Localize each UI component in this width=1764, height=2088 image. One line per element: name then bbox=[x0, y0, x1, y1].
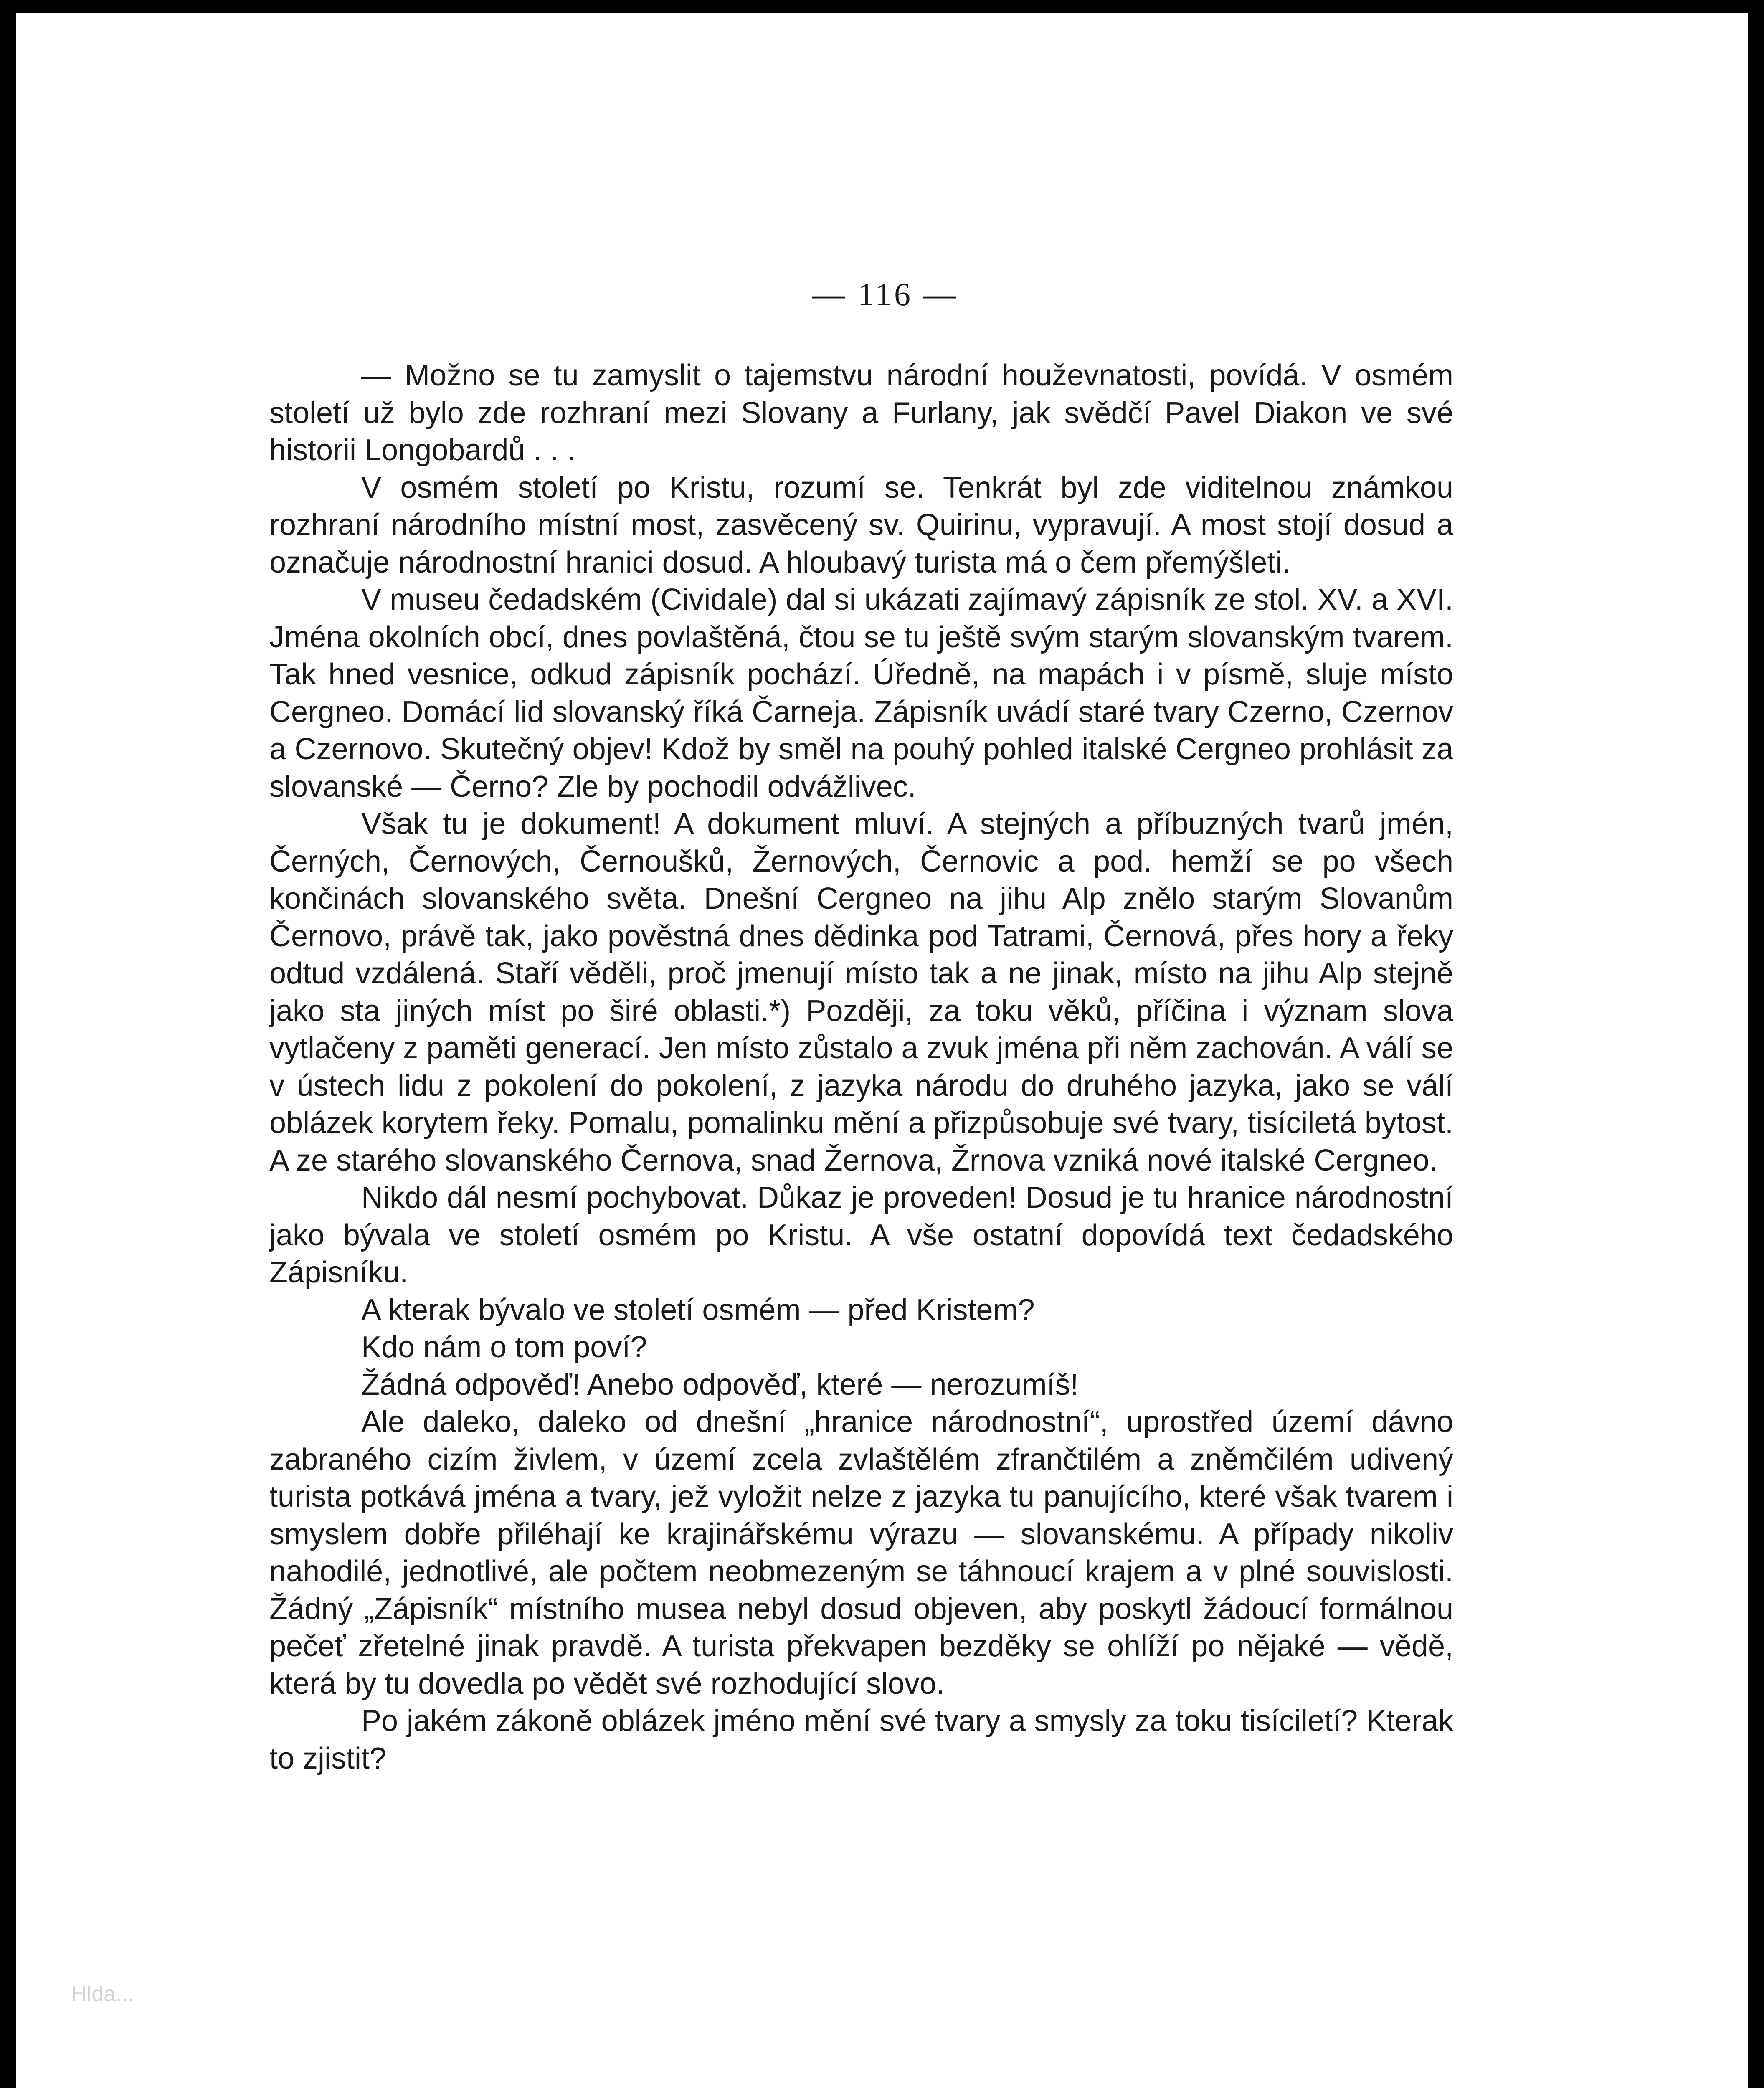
paragraph: Kdo nám o tom poví? bbox=[361, 1330, 647, 1364]
paragraph: Žádná odpověď! Anebo odpověď, které — nerozumíš! bbox=[361, 1368, 1079, 1401]
paragraph: V osmém století po Kristu, rozumí se. Tenkrát byl zde viditelnou známkou rozhraní národního místní most, zasvěcený sv. Quirinu, vypravují. A most stojí dosud a označuje národnostní hranici dosud. A hloubavý turista má o čem přemýšleti. bbox=[269, 471, 1453, 579]
paragraph: — Možno se tu zamyslit o tajemstvu národní houževnatosti, povídá. V osmém století už bylo zde rozhraní mezi Slovany a Furlany, jak svědčí Pavel Diakon ve své historii Longobardů . . . bbox=[269, 359, 1453, 467]
paragraph: Ale daleko, daleko od dnešní „hranice národnostní“, uprostřed území dávno zabraného cizím živlem, v území zcela zvlaštělém zfrančtilém a zněmčilém udivený turista potkává jména a tvary, jež vyložit nelze z jazyka tu panujícího, které však tvarem i smyslem dobře přiléhají ke krajinářskému výrazu — slovanskému. A případy nikoliv nahodilé, jednotlivé, ale počtem neobmezeným se táhnoucí krajem a v plné souvislosti. Žádný „Zápisník“ místního musea nebyl dosud objeven, aby poskytl žádoucí formálnou pečeť zřetelné jinak pravdě. A turista překvapen bezděky se ohlíží po nějaké — vědě, která by tu dovedla po vědět své rozhodující slovo. bbox=[269, 1405, 1453, 1700]
body-text bbox=[269, 357, 1453, 1777]
paragraph: A kterak bývalo ve století osmém — před Kristem? bbox=[361, 1293, 1035, 1327]
paragraph: V museu čedadském (Cividale) dal si ukázati zajímavý zápisník ze stol. XV. a XVI. Jména okolních obcí, dnes povlaštěná, čtou se tu ještě svým starým slovanským tvarem. Tak hned vesnice, odkud zápisník pochází. Úředně, na mapách i v písmě, sluje místo Cergneo. Domácí lid slovanský říká Čarneja. Zápisník uvádí staré tvary Czerno, Czernov a Czernovo. Skutečný objev! Kdož by směl na pouhý pohled italské Cergneo prohlásit za slovanské — Černo? Zle by pochodil odvážlivec. bbox=[269, 583, 1453, 803]
paragraph: Nikdo dál nesmí pochybovat. Důkaz je proveden! Dosud je tu hranice národnostní jako bývala ve století osmém po Kristu. A vše ostatní dopovídá text čedadského Zápisníku. bbox=[269, 1181, 1453, 1289]
page-number: — 116 — bbox=[812, 276, 959, 312]
faint-margin-mark: Hlda... bbox=[71, 1982, 134, 2006]
paragraph: Po jakém zákoně oblázek jméno mění své tvary a smysly za toku tisíciletí? Kterak to zjistit? bbox=[269, 1704, 1453, 1775]
paragraph: Však tu je dokument! A dokument mluví. A stejných a příbuzných tvarů jmén, Černých, Černových, Černoušků, Žernových, Černovic a pod. hemží se po všech končinách slovanského světa. Dnešní Cergneo na jihu Alp znělo starým Slovanům Černovo, právě tak, jako pověstná dnes dědinka pod Tatrami, Černová, přes hory a řeky odtud vzdálená. Staří věděli, proč jmenují místo tak a ne jinak, místo na jihu Alp stejně jako sta jiných míst po širé oblasti.*) Později, za toku věků, příčina i význam slova vytlačeny z paměti generací. Jen místo zůstalo a zvuk jména při něm zachován. A válí se v ústech lidu z pokolení do pokolení, z jazyka národu do druhého jazyka, jako se válí oblázek korytem řeky. Pomalu, pomalinku mění a přizpůsobuje své tvary, tisíciletá bytost. A ze starého slovanského Černova, snad Žernova, Žrnova vzniká nové italské Cergneo. bbox=[269, 807, 1453, 1177]
